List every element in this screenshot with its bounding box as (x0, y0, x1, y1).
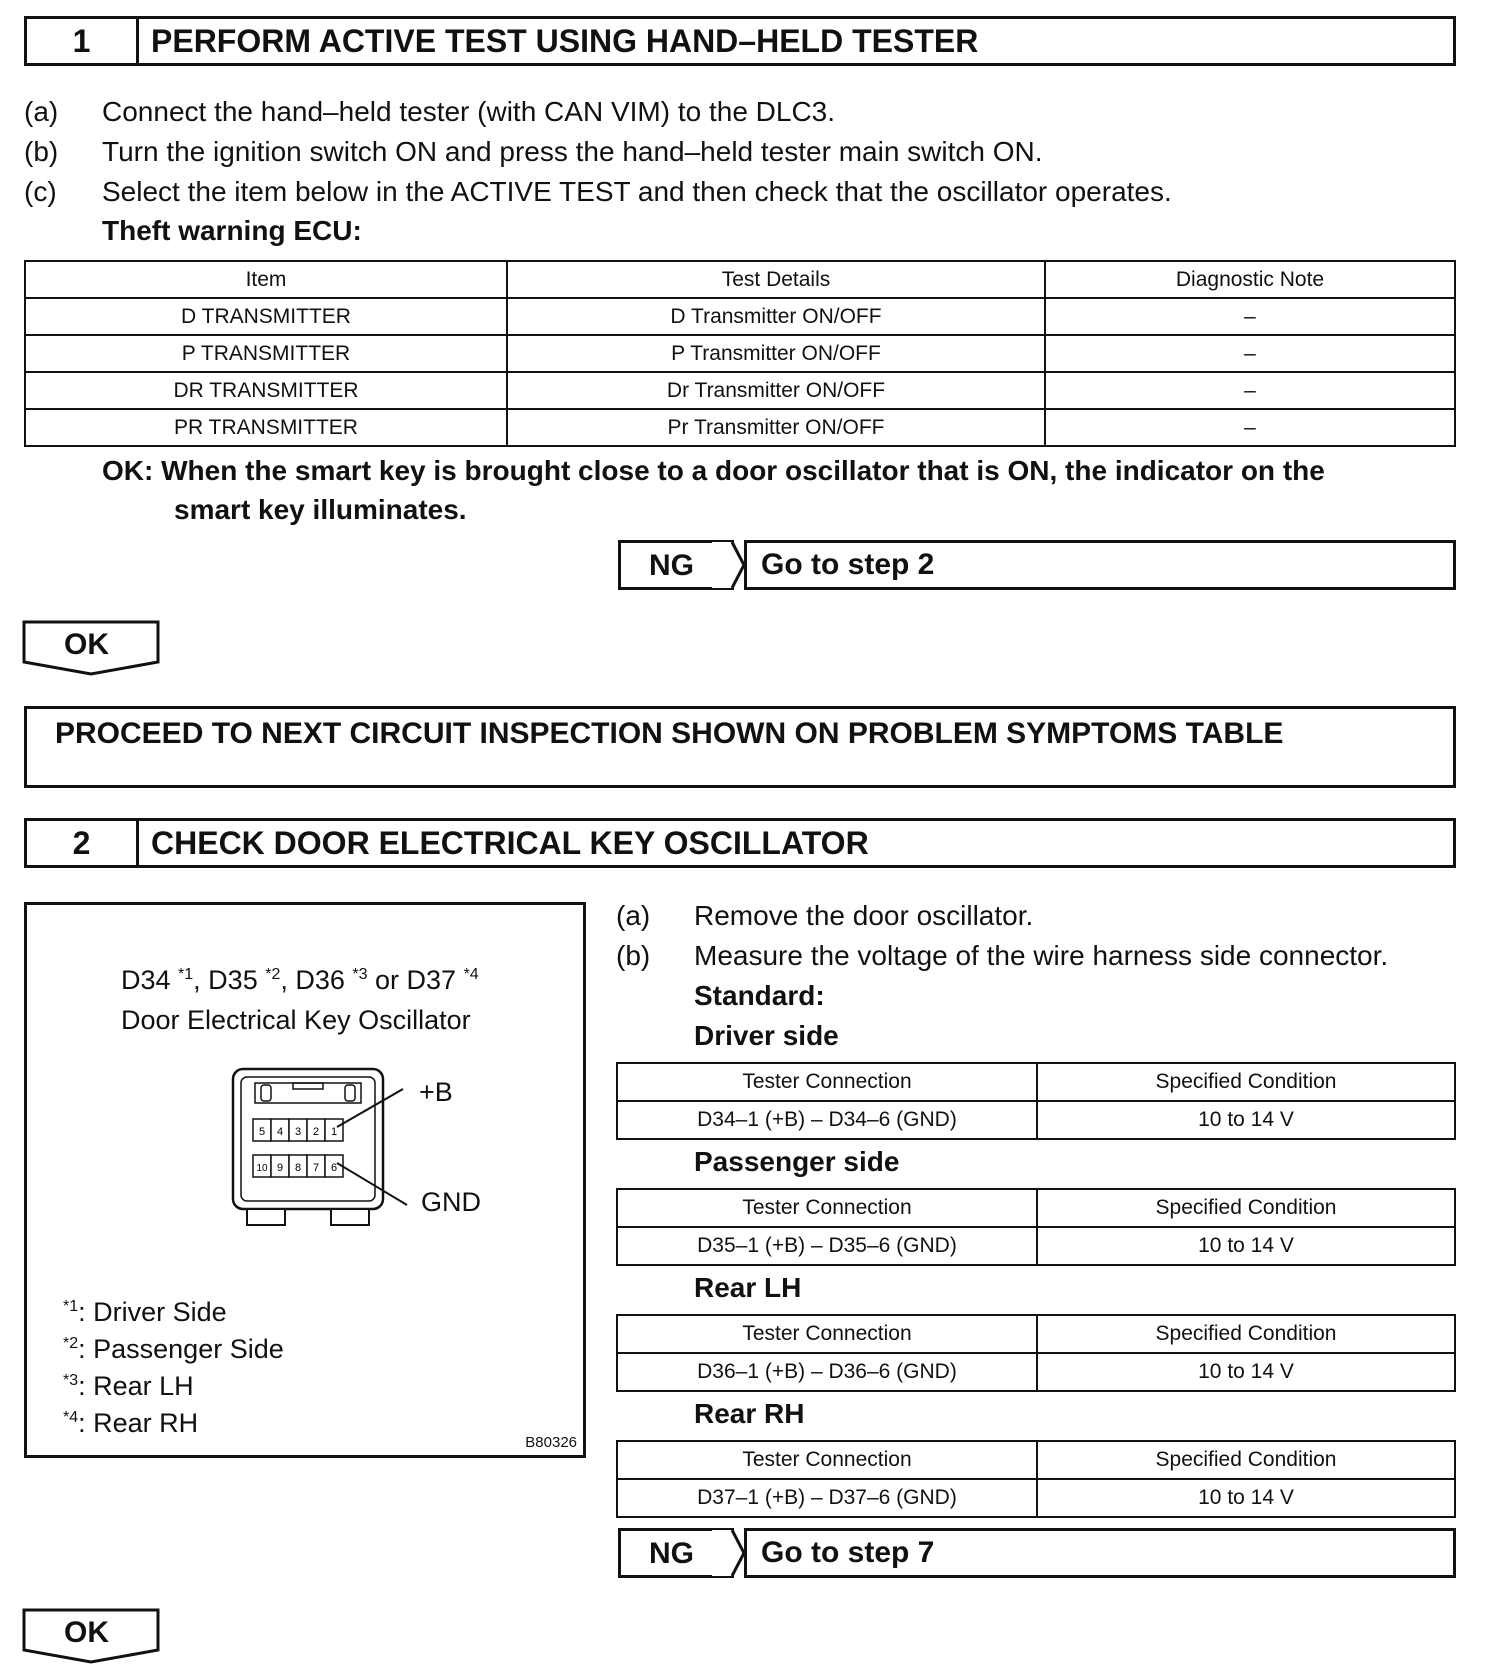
pin-number: 7 (312, 1162, 320, 1174)
instruction-text: Measure the voltage of the wire harness side connector. (694, 940, 1389, 971)
connector-id: D34 (121, 965, 179, 995)
instruction-marker: (b) (616, 940, 651, 971)
ok-condition: OK: When the smart key is brought close to a door oscillator that is ON, the indicator on the (102, 455, 1325, 486)
figure-subtitle: Door Electrical Key Oscillator (121, 1005, 471, 1035)
instruction-marker: (c) (24, 176, 57, 207)
pin-number: 8 (294, 1162, 302, 1174)
table-cell: D35–1 (+B) – D35–6 (GND) (617, 1227, 1037, 1265)
instruction-text: Remove the door oscillator. (694, 900, 1034, 931)
standard-label: Standard: (694, 980, 825, 1011)
footnote-text: : Driver Side (78, 1297, 227, 1327)
instruction-marker: (b) (24, 136, 59, 167)
column-header: Item (25, 261, 507, 298)
ok-label: OK (64, 1616, 109, 1649)
column-header: Tester Connection (617, 1063, 1037, 1101)
footnote (63, 1371, 194, 1402)
label-gnd: GND (421, 1187, 481, 1217)
table-cell: – (1045, 298, 1455, 335)
bottom-pin-row (253, 1155, 343, 1177)
ok-condition-continued: smart key illuminates. (174, 494, 467, 525)
footnote-mark: *3 (63, 1372, 79, 1389)
table-row (617, 1479, 1455, 1517)
section-title: Driver side (694, 1020, 839, 1051)
table-row (25, 409, 1455, 446)
footnote-mark: *1 (63, 1298, 79, 1315)
pin-number: 4 (276, 1126, 284, 1138)
column-header: Specified Condition (1037, 1441, 1455, 1479)
footnote-mark: *4 (63, 1409, 79, 1426)
table-cell: D Transmitter ON/OFF (507, 298, 1045, 335)
connector-diagram (227, 1065, 427, 1235)
column-header: Specified Condition (1037, 1063, 1455, 1101)
column-header: Tester Connection (617, 1315, 1037, 1353)
table-cell: D TRANSMITTER (25, 298, 507, 335)
connector-figure (24, 902, 586, 1458)
table-row (25, 298, 1455, 335)
table-cell: 10 to 14 V (1037, 1479, 1455, 1517)
footnote-mark: *2 (63, 1335, 79, 1352)
table-cell: D34–1 (+B) – D34–6 (GND) (617, 1101, 1037, 1139)
table-row (25, 372, 1455, 409)
instruction-marker: (a) (616, 900, 651, 931)
column-header: Specified Condition (1037, 1189, 1455, 1227)
ng-label: NG (649, 549, 694, 582)
table-cell: 10 to 14 V (1037, 1101, 1455, 1139)
spec-table-driver (616, 1062, 1456, 1140)
pin-number: 5 (258, 1126, 266, 1138)
column-header: Tester Connection (617, 1189, 1037, 1227)
step-number: 2 (27, 821, 139, 865)
column-header: Specified Condition (1037, 1315, 1455, 1353)
table-cell: D36–1 (+B) – D36–6 (GND) (617, 1353, 1037, 1391)
step-2-header (24, 818, 1456, 868)
footnote-text: : Rear LH (78, 1371, 194, 1401)
table-cell: D37–1 (+B) – D37–6 (GND) (617, 1479, 1037, 1517)
connector-id: , D35 (193, 965, 266, 995)
footnote-mark: *4 (463, 966, 479, 983)
table-row (617, 1101, 1455, 1139)
table-cell: P Transmitter ON/OFF (507, 335, 1045, 372)
top-pin-row (253, 1119, 343, 1141)
instruction-text: Turn the ignition switch ON and press the hand–held tester main switch ON. (102, 136, 1043, 167)
connector-ids (121, 965, 479, 996)
column-header: Tester Connection (617, 1441, 1037, 1479)
footnote-text: : Passenger Side (78, 1334, 284, 1364)
table-cell: DR TRANSMITTER (25, 372, 507, 409)
table-row (617, 1227, 1455, 1265)
table-cell: – (1045, 409, 1455, 446)
table-cell: Dr Transmitter ON/OFF (507, 372, 1045, 409)
section-title: Rear RH (694, 1398, 805, 1429)
ng-arrow-icon (712, 540, 746, 590)
proceed-box (24, 706, 1456, 788)
table-header-row (617, 1441, 1455, 1479)
table-cell: – (1045, 335, 1455, 372)
pin-number: 1 (330, 1126, 338, 1138)
table-caption: Theft warning ECU: (102, 215, 362, 246)
table-cell: Pr Transmitter ON/OFF (507, 409, 1045, 446)
instruction-marker: (a) (24, 96, 59, 127)
section-title: Passenger side (694, 1146, 900, 1177)
table-header-row (617, 1063, 1455, 1101)
table-cell: – (1045, 372, 1455, 409)
pin-number: 9 (276, 1162, 284, 1174)
figure-code: B80326 (525, 1434, 577, 1451)
table-row (617, 1353, 1455, 1391)
proceed-text: PROCEED TO NEXT CIRCUIT INSPECTION SHOWN ON PROBLEM SYMPTOMS TABLE (55, 717, 1284, 750)
table-cell: 10 to 14 V (1037, 1353, 1455, 1391)
column-header: Diagnostic Note (1045, 261, 1455, 298)
spec-table-rear-rh (616, 1440, 1456, 1518)
table-row (25, 335, 1455, 372)
spec-table-passenger (616, 1188, 1456, 1266)
table-cell: P TRANSMITTER (25, 335, 507, 372)
connector-id: , D36 (280, 965, 353, 995)
pin-number: 2 (312, 1126, 320, 1138)
table-header-row (25, 261, 1455, 298)
step-number: 1 (27, 19, 139, 63)
instruction-text: Connect the hand–held tester (with CAN VIM) to the DLC3. (102, 96, 836, 127)
step-1-header (24, 16, 1456, 66)
ok-label: OK (64, 628, 109, 661)
goto-step-2-link[interactable]: Go to step 2 (744, 540, 1456, 590)
column-header: Test Details (507, 261, 1045, 298)
section-title: Rear LH (694, 1272, 802, 1303)
table-cell: 10 to 14 V (1037, 1227, 1455, 1265)
spec-table-rear-lh (616, 1314, 1456, 1392)
footnote (63, 1408, 198, 1439)
footnote-text: : Rear RH (78, 1408, 199, 1438)
footnote-mark: *3 (352, 966, 368, 983)
pin-number: 3 (294, 1126, 302, 1138)
ng-label: NG (649, 1537, 694, 1570)
footnote (63, 1297, 227, 1328)
pin-number: 10 (256, 1163, 268, 1174)
footnote-mark: *1 (178, 966, 194, 983)
step-title: PERFORM ACTIVE TEST USING HAND–HELD TESTER (151, 22, 979, 59)
table-header-row (617, 1315, 1455, 1353)
instruction-text: Select the item below in the ACTIVE TEST and then check that the oscillator operates. (102, 176, 1172, 207)
goto-step-7-link[interactable]: Go to step 7 (744, 1528, 1456, 1578)
step-title: CHECK DOOR ELECTRICAL KEY OSCILLATOR (151, 824, 869, 861)
pin-number: 6 (330, 1162, 338, 1174)
label-plus-b: +B (419, 1077, 453, 1107)
connector-id: or D37 (367, 965, 464, 995)
footnote-mark: *2 (265, 966, 281, 983)
table-header-row (617, 1189, 1455, 1227)
footnote (63, 1334, 284, 1365)
active-test-table (24, 260, 1456, 447)
ng-arrow-icon (712, 1528, 746, 1578)
table-cell: PR TRANSMITTER (25, 409, 507, 446)
